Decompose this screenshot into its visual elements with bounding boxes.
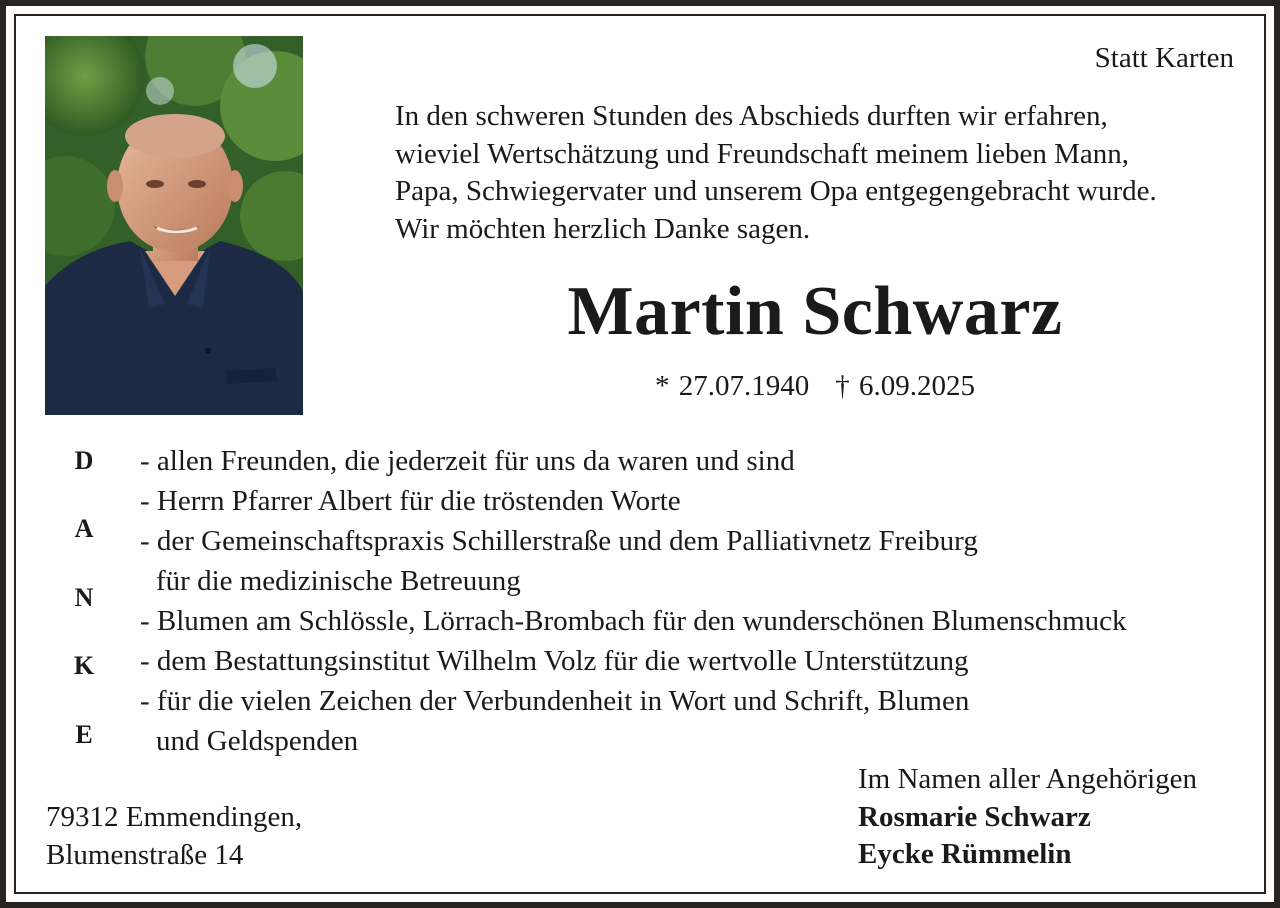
signatory-name: Rosmarie Schwarz <box>858 800 1091 833</box>
thanks-item: - Herrn Pfarrer Albert für die tröstenden Worte <box>140 485 681 517</box>
signature-intro: Im Namen aller Angehörigen <box>858 763 1198 795</box>
intro-line: In den schweren Stunden des Abschieds durften wir erfahren, <box>395 100 1108 132</box>
statt-karten: Statt Karten <box>1094 42 1234 74</box>
deceased-name: Martin Schwarz <box>567 273 1063 350</box>
address-block <box>46 799 302 874</box>
death-date: † 6.09.2025 <box>835 370 975 402</box>
signatory-name: Eycke Rümmelin <box>858 838 1072 870</box>
intro-text <box>395 98 1235 248</box>
address-street: Blumenstraße 14 <box>46 838 244 871</box>
signature-block <box>858 761 1197 874</box>
thanks-item: - allen Freunden, die jederzeit für uns da waren und sind <box>140 445 795 477</box>
thanks-item: - Blumen am Schlössle, Lörrach-Brombach für den wunderschönen Blumenschmuck <box>140 605 1127 637</box>
intro-line: wieviel Wertschätzung und Freundschaft meinem lieben Mann, <box>395 137 1130 170</box>
thanks-item: - dem Bestattungsinstitut Wilhelm Volz für die wertvolle Unterstützung <box>140 645 969 677</box>
danke-letter: D <box>74 446 94 475</box>
address-city: 79312 Emmendingen, <box>46 801 303 833</box>
danke-letter: E <box>75 720 93 749</box>
danke-letter: N <box>74 583 94 612</box>
thanks-item: - für die vielen Zeichen der Verbundenheit in Wort und Schrift, Blumen <box>140 685 970 717</box>
thanks-item-continuation: und Geldspenden <box>156 725 359 757</box>
thanks-item-continuation: für die medizinische Betreuung <box>156 565 521 597</box>
thanks-list <box>140 441 1250 761</box>
danke-letter: A <box>74 514 94 543</box>
intro-line: Papa, Schwiegervater und unserem Opa entgegengebracht wurde. <box>395 175 1157 207</box>
intro-line: Wir möchten herzlich Danke sagen. <box>395 212 811 245</box>
danke-letter: K <box>73 651 95 680</box>
portrait-photo <box>45 36 303 415</box>
birth-date: * 27.07.1940 <box>655 370 810 402</box>
life-dates <box>395 366 1235 406</box>
thanks-item: - der Gemeinschaftspraxis Schillerstraße und dem Palliativnetz Freiburg <box>140 525 978 557</box>
